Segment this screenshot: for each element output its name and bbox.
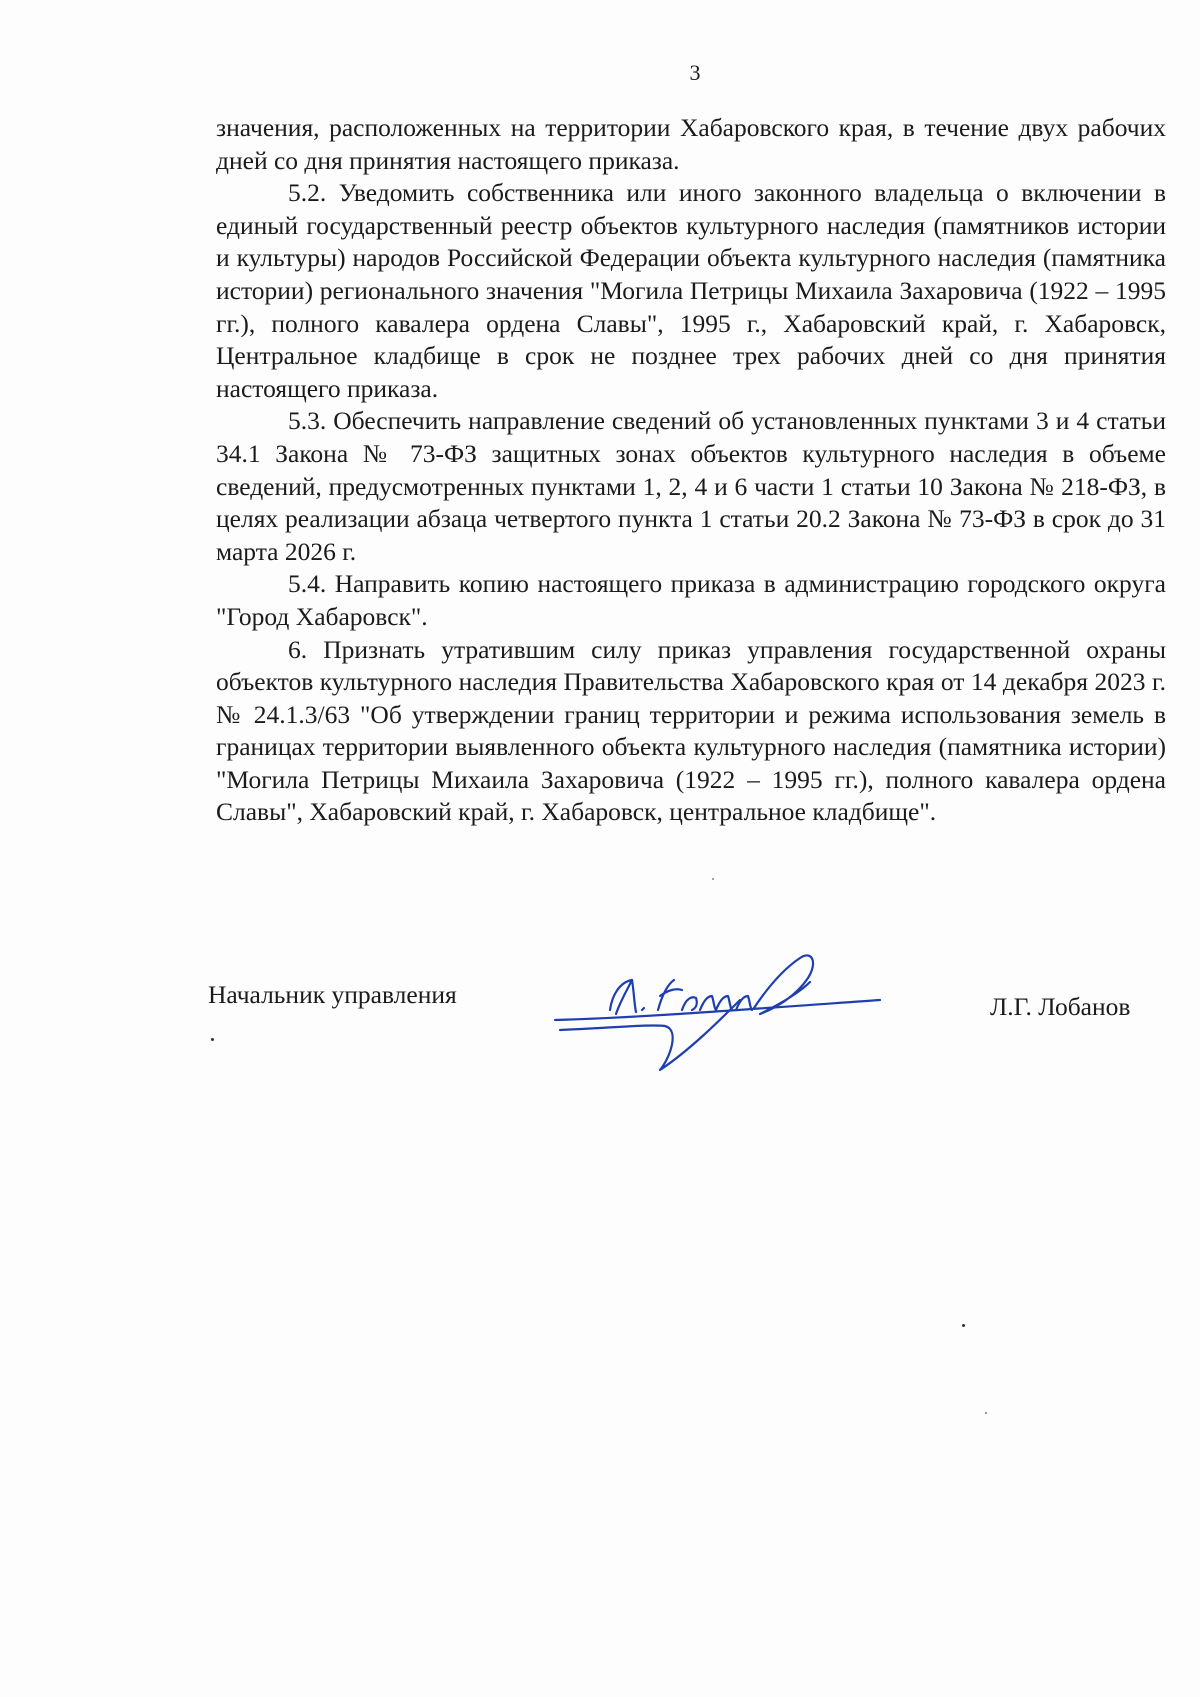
paragraph-5-3: 5.3. Обеспечить направление сведений об установленных пунктами 3 и 4 статьи 34.1 Закона № 73-ФЗ защитных зонах объектов культурного наследия в объеме сведений, предусмотренных пунктами 1, 2, 4 и 6 части 1 статьи 10 Закона № 218-ФЗ, в целях реализации абзаца четвертого пункта 1 статьи 20.2 Закона № 73-ФЗ в срок до 31 марта 2026 г. xyxy=(216,406,1166,566)
scan-speck xyxy=(985,1412,987,1414)
paragraph-6: 6. Признать утратившим силу приказ управления государственной охраны объектов культурного наследия Правительства Хабаровского края от 14 декабря 2023 г. № 24.1.3/63 "Об утверждении границ территории и режима использования земель в границах территории выявленного объекта культурного наследия (памятника истории) "Могила Петрицы Михаила Захаровича (1922 – 1995 гг.), полного кавалера ордена Славы", Хабаровский край, г. Хабаровск, центральное кладбище". xyxy=(216,634,1166,827)
paragraph-continuation: значения, расположенных на территории Хабаровского края, в течение двух рабочих дней со дня принятия настоящего приказа. xyxy=(216,113,1166,175)
scan-speck xyxy=(211,1038,214,1041)
paragraph-5-2: 5.2. Уведомить собственника или иного законного владельца о включении в единый государственный реестр объектов культурного наследия (памятников истории и культуры) народов Российской Федерации объекта культурного наследия (памятника истории) регионального значения "Могила Петрицы Михаила Захаровича (1922 – 1995 гг.), полного кавалера ордена Славы", 1995 г., Хабаровский край, г. Хабаровск, Центральное кладбище в срок не позднее трех рабочих дней со дня принятия настоящего приказа. xyxy=(216,178,1166,403)
scan-speck xyxy=(712,878,714,880)
scan-speck xyxy=(962,1324,965,1327)
document-body xyxy=(216,112,1166,829)
signature-block xyxy=(0,940,1200,1090)
paragraph-5-4: 5.4. Направить копию настоящего приказа в администрацию городского округа "Город Хабаровск". xyxy=(216,569,1166,631)
signatory-name: Л.Г. Лобанов xyxy=(990,992,1131,1021)
page-number: 3 xyxy=(689,60,701,85)
signatory-title: Начальник управления xyxy=(208,980,457,1009)
handwritten-signature xyxy=(550,940,900,1085)
